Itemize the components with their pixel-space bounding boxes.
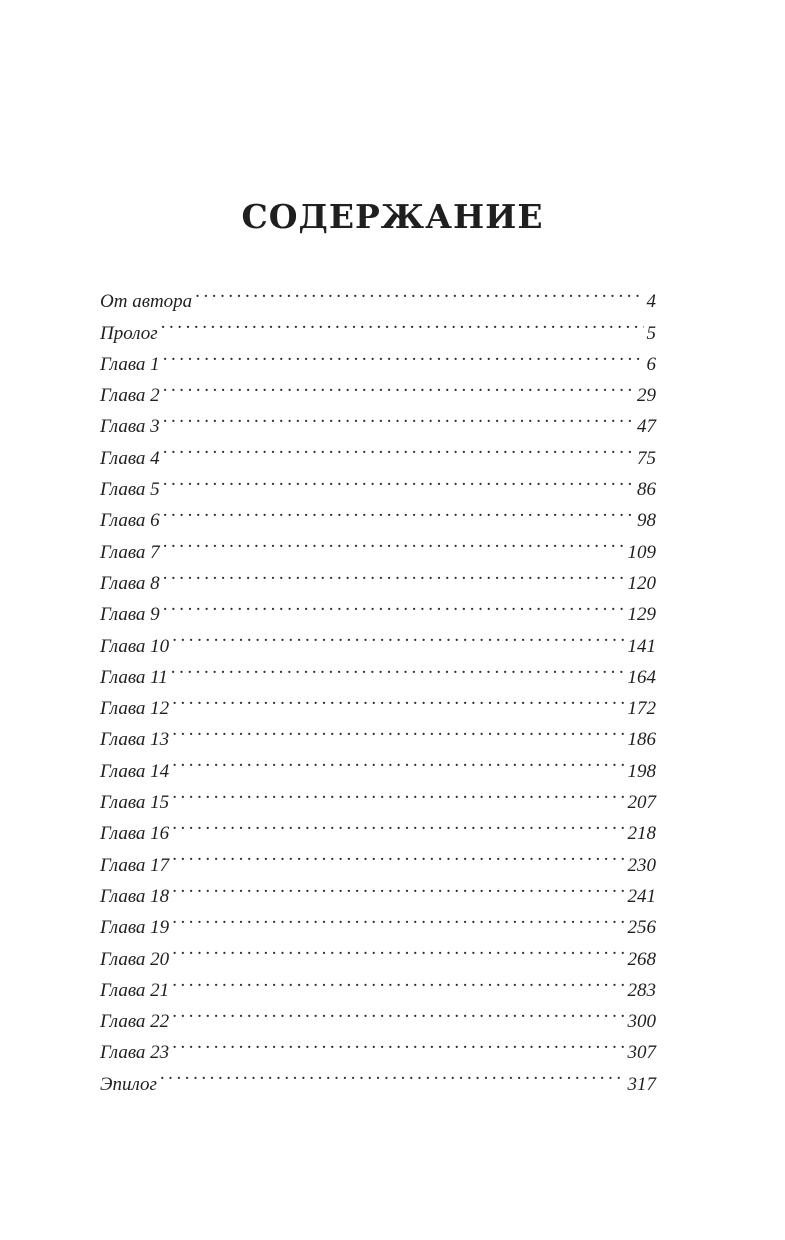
toc-entry-page-number: 241 xyxy=(627,885,656,907)
dot-leader xyxy=(163,370,634,401)
toc-entry[interactable] xyxy=(100,683,656,720)
page-title: СОДЕРЖАНИЕ xyxy=(241,197,544,236)
toc-entry[interactable] xyxy=(100,464,656,501)
toc-entry-label: Глава 18 xyxy=(100,885,170,907)
dot-leader xyxy=(163,495,634,526)
dot-leader xyxy=(172,902,624,933)
toc-entry-label: Глава 8 xyxy=(100,572,160,594)
toc-entry-label: От автора xyxy=(100,291,193,313)
toc-entry-label: Глава 1 xyxy=(100,353,160,375)
toc-entry-page-number: 86 xyxy=(637,479,656,501)
toc-entry-label: Глава 20 xyxy=(100,948,170,970)
toc-entry-label: Глава 9 xyxy=(100,604,160,626)
dot-leader xyxy=(163,464,634,495)
toc-entry-label: Глава 13 xyxy=(100,729,170,751)
toc-entry-page-number: 300 xyxy=(627,1011,656,1033)
dot-leader xyxy=(172,683,624,714)
toc-entry[interactable] xyxy=(100,1027,656,1064)
toc-entry[interactable] xyxy=(100,808,656,845)
toc-entry[interactable] xyxy=(100,902,656,939)
toc-entry[interactable] xyxy=(100,745,656,782)
toc-entry-label: Глава 12 xyxy=(100,698,170,720)
dot-leader xyxy=(172,996,624,1027)
toc-entry-page-number: 109 xyxy=(627,541,656,563)
dot-leader xyxy=(160,1058,625,1089)
toc-entry-label: Глава 7 xyxy=(100,541,160,563)
toc-entry[interactable] xyxy=(100,839,656,876)
dot-leader xyxy=(172,871,624,902)
toc-entry[interactable] xyxy=(100,276,656,313)
toc-entry-page-number: 75 xyxy=(637,447,656,469)
dot-leader xyxy=(171,652,625,683)
toc-entry[interactable] xyxy=(100,871,656,907)
toc-entry[interactable] xyxy=(100,777,656,814)
toc-entry-label: Глава 19 xyxy=(100,917,170,939)
toc-entry-page-number: 141 xyxy=(627,635,656,657)
toc-entry-label: Глава 11 xyxy=(100,666,168,688)
dot-leader xyxy=(172,933,624,964)
toc-entry-label: Пролог xyxy=(100,322,158,344)
toc-entry-page-number: 268 xyxy=(627,948,656,970)
toc-entry-page-number: 256 xyxy=(627,917,656,939)
toc-entry-page-number: 47 xyxy=(637,416,656,438)
toc-entry[interactable] xyxy=(100,401,656,438)
dot-leader xyxy=(172,965,624,996)
toc-entry-page-number: 207 xyxy=(627,792,656,814)
toc-entry-label: Глава 5 xyxy=(100,479,160,501)
dot-leader xyxy=(161,307,644,338)
toc-entry-label: Глава 4 xyxy=(100,447,160,469)
dot-leader xyxy=(163,432,634,463)
toc-entry-label: Глава 21 xyxy=(100,979,170,1001)
toc-entry[interactable] xyxy=(100,432,656,469)
toc-entry[interactable] xyxy=(100,589,656,626)
toc-entry-page-number: 317 xyxy=(627,1073,656,1095)
toc-entry-label: Глава 3 xyxy=(100,416,160,438)
toc-entry-page-number: 6 xyxy=(646,353,656,375)
toc-entry[interactable] xyxy=(100,307,656,344)
toc-entry[interactable] xyxy=(100,965,656,1001)
table-of-contents xyxy=(100,276,656,1095)
toc-entry[interactable] xyxy=(100,652,656,688)
dot-leader xyxy=(172,745,624,776)
toc-entry-page-number: 29 xyxy=(637,385,656,407)
dot-leader xyxy=(163,401,634,432)
toc-entry-page-number: 230 xyxy=(627,854,656,876)
toc-entry[interactable] xyxy=(100,933,656,970)
dot-leader xyxy=(172,714,624,745)
toc-entry-label: Глава 6 xyxy=(100,510,160,532)
toc-entry-page-number: 4 xyxy=(646,291,656,313)
dot-leader xyxy=(172,777,624,808)
toc-entry-page-number: 283 xyxy=(627,979,656,1001)
dot-leader xyxy=(172,808,624,839)
toc-entry-page-number: 172 xyxy=(627,698,656,720)
toc-entry-label: Глава 14 xyxy=(100,760,170,782)
toc-entry-page-number: 98 xyxy=(637,510,656,532)
toc-entry-label: Глава 17 xyxy=(100,854,170,876)
toc-entry-page-number: 129 xyxy=(627,604,656,626)
dot-leader xyxy=(195,276,643,307)
toc-entry-page-number: 164 xyxy=(627,666,656,688)
toc-entry[interactable] xyxy=(100,1058,656,1095)
toc-entry[interactable] xyxy=(100,339,656,375)
toc-entry[interactable] xyxy=(100,558,656,594)
toc-entry-page-number: 198 xyxy=(627,760,656,782)
toc-entry[interactable] xyxy=(100,370,656,407)
toc-entry-label: Глава 22 xyxy=(100,1011,170,1033)
toc-entry-page-number: 5 xyxy=(646,322,656,344)
toc-entry-page-number: 307 xyxy=(627,1042,656,1064)
toc-entry-label: Глава 16 xyxy=(100,823,170,845)
toc-entry-label: Глава 10 xyxy=(100,635,170,657)
dot-leader xyxy=(163,558,625,589)
toc-entry-page-number: 120 xyxy=(627,572,656,594)
dot-leader xyxy=(172,839,624,870)
toc-entry-label: Эпилог xyxy=(100,1073,157,1095)
toc-entry-label: Глава 23 xyxy=(100,1042,170,1064)
dot-leader xyxy=(163,526,625,557)
dot-leader xyxy=(172,1027,624,1058)
toc-entry-page-number: 186 xyxy=(627,729,656,751)
dot-leader xyxy=(163,589,625,620)
dot-leader xyxy=(172,620,624,651)
toc-entry-label: Глава 2 xyxy=(100,385,160,407)
toc-entry-label: Глава 15 xyxy=(100,792,170,814)
toc-entry-page-number: 218 xyxy=(627,823,656,845)
toc-entry[interactable] xyxy=(100,714,656,751)
dot-leader xyxy=(163,339,644,370)
toc-entry[interactable] xyxy=(100,495,656,532)
toc-entry[interactable] xyxy=(100,620,656,657)
toc-entry[interactable] xyxy=(100,996,656,1033)
toc-entry[interactable] xyxy=(100,526,656,563)
